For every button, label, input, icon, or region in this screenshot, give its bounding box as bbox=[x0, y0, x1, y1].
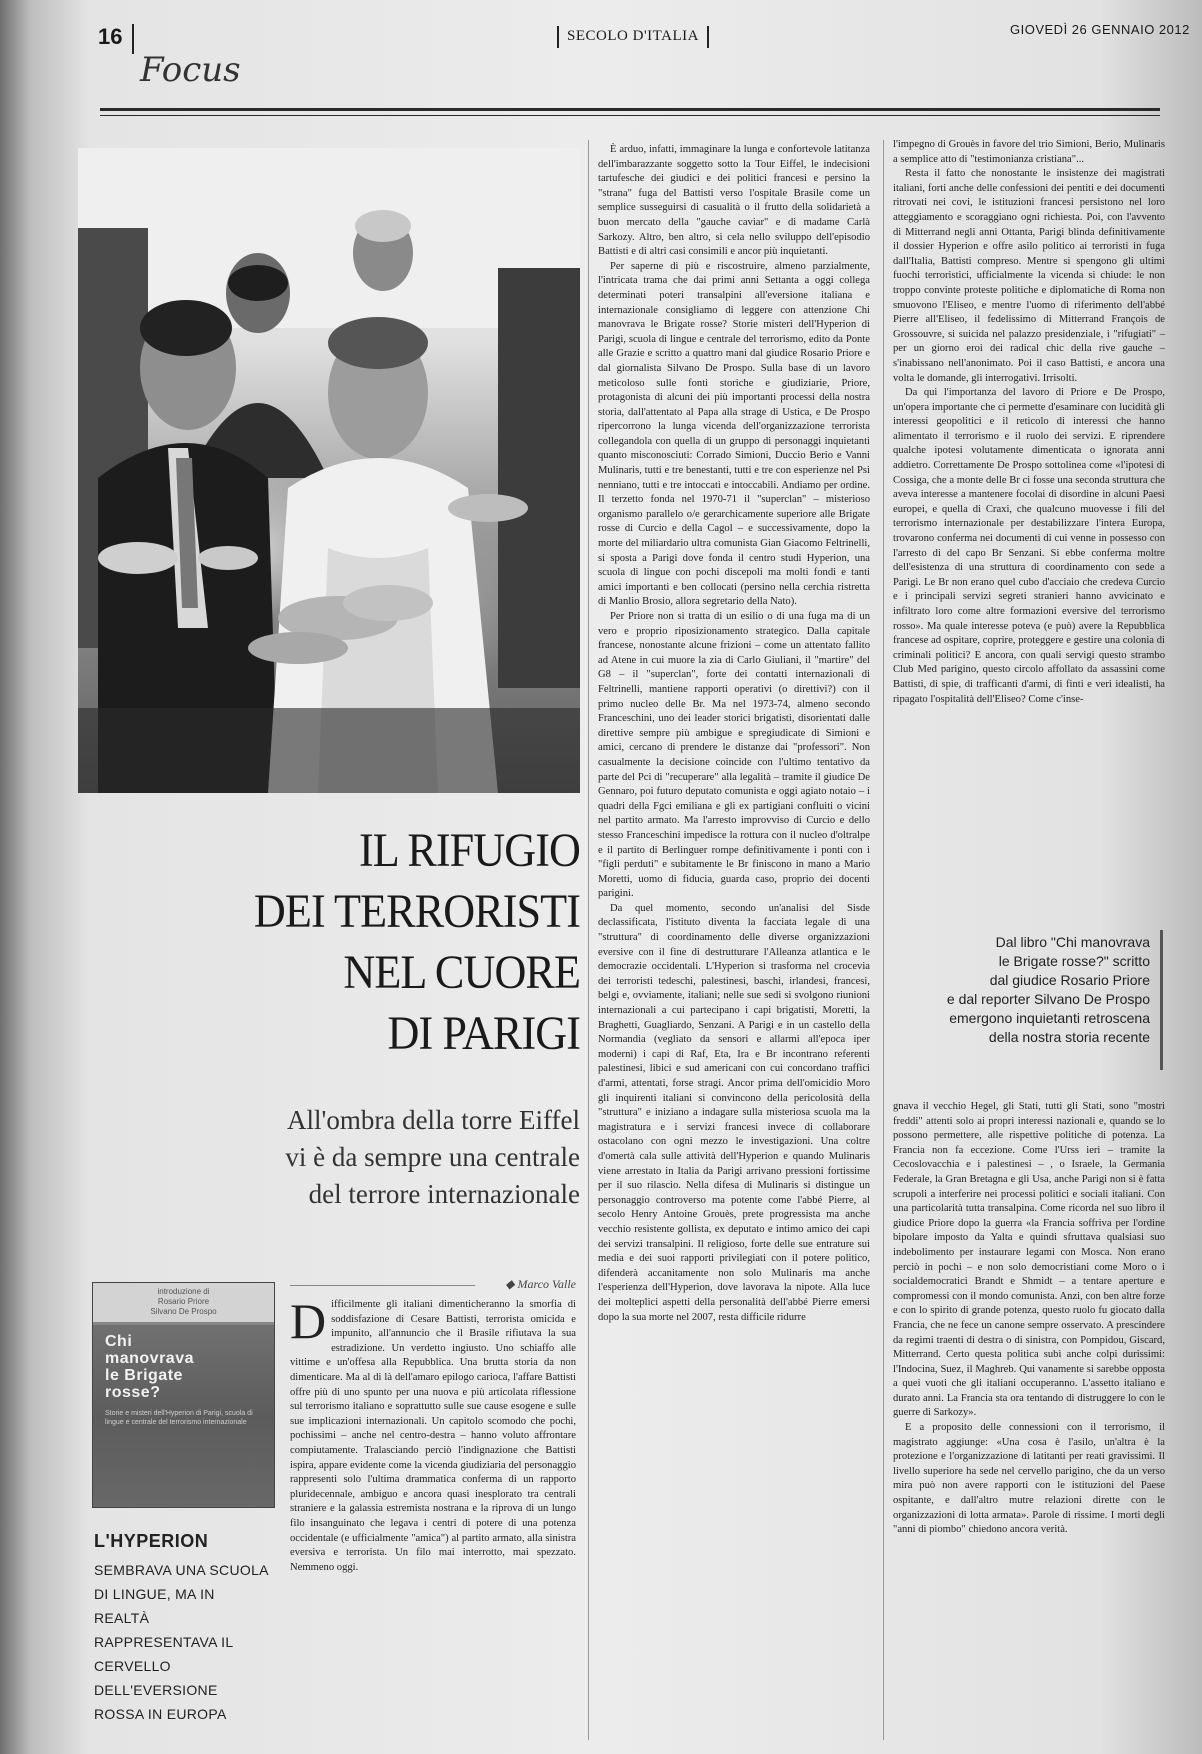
sidebar-text bbox=[94, 1558, 274, 1726]
headline-line: DI PARIGI bbox=[387, 1007, 580, 1060]
drop-cap: D bbox=[290, 1298, 327, 1349]
book-cover-header bbox=[93, 1283, 274, 1325]
header-rule bbox=[100, 108, 1160, 111]
sidebar-title: L'HYPERION bbox=[94, 1531, 209, 1551]
pull-quote-line: Dal libro "Chi manovrava bbox=[995, 934, 1150, 950]
subheadline bbox=[120, 1102, 580, 1213]
sidebar-text-line: SEMBRAVA UNA SCUOLA bbox=[94, 1562, 269, 1578]
sidebar-text-line: RAPPRESENTAVA IL bbox=[94, 1634, 234, 1650]
article-photo bbox=[78, 148, 580, 793]
photo-illustration bbox=[78, 148, 580, 793]
article-paragraph: gnava il vecchio Hegel, gli Stati, tutti gli Stati, sono "mostri freddi" attenti solo ai propri interessi nazionali e, quando se lo possono permettere, alle rispettive politiche di potenza. La Francia non fa eccezione. Come l'Urss ieri – tramite la Cecoslovacchia e i palestinesi – , o Israele, la Germania Federale, la Gran Bretagna e gli Usa, anche Parigi non si è fatta scrupoli a interferire nei processi politici e sociali italiani. Con una particolarità tutta transalpina. Come ricorda nel suo libro il giudice Priore dopo la guerra «la Francia soffriva per l'ordine bipolare imposto da Yalta e quindi sfruttava qualsiasi suo indebolimento per instaurare legami con Mosca. Non erano perciò in pochi – e non solo democristiani come Moro o i socialdemocratici Brandt e Shmidt – a tentare aperture e compromessi con il mondo comunista. Anzi, con ben altre forze e con lo spirito di grande potenza, questo ruolo fu giocato dalla Francia, che ne fece un canone sempre osservato. A prescindere da regimi traenti di destra o di sinistra, con Pompidou, Giscard, Mitterrand. Certo questa politica subì anche colpi durissimi: l'Indocina, Suez, il Maghreb. Qui vanamente si sarebbe opposta a quei vuoti che gli italiani occuperanno. L'assetto italiano e durato anni. La Francia sta ora tentando di distruggere lo con le guerre di Sarkozy». bbox=[893, 1101, 1165, 1419]
book-title-line: manovrava bbox=[105, 1350, 194, 1367]
issue-date: GIOVEDÌ 26 GENNAIO 2012 bbox=[1010, 22, 1190, 37]
article-paragraph bbox=[290, 1298, 576, 1575]
article-paragraph: È arduo, infatti, immaginare la lunga e confortevole latitanza dell'imbarazzante soggetto sotto la Tour Eiffel, le indecisioni tartufesche dei giudici e dei politici francesi e persino la "strana" fuga del Battisti verso l'ospitale Brasile come un semplice susseguirsi di casualità o il frutto della solidarietà a buon mercato della "gauche caviar" e di madame Carlà Sarkozy. Altro, ben altro, si cela nello sviluppo dell'episodio Battisti e di altri casi consimili e ancor più inquietanti. bbox=[598, 144, 870, 258]
page-number: 16 bbox=[98, 24, 134, 54]
article-column-3-bottom bbox=[893, 1100, 1165, 1730]
pull-quote-line: dal giudice Rosario Priore bbox=[989, 972, 1150, 988]
article-paragraph: Da quel momento, secondo un'analisi del Sisde declassificata, l'istituto diventa la facciata legale di una "struttura" di coordinamento delle diverse organizzazioni eversive con il fine di destrutturare l'Alleanza atlantica e le democrazie occidentali. L'Hyperion si trasforma nel crocevia dei terroristi tedeschi, palestinesi, baschi, irlandesi, francesi, belgi e, ovviamente, italiani; nelle sue sedi si svolgono riunioni internazionali a cui partecipano i capi brigatisti, Moretti, la Braghetti, Guagliardo, Senzani. A Parigi e in un castello della Normandia (vegliato da sensori e allarmi all'epoca iper moderni) i capi di Raf, Eta, Ira e Br incontrano referenti palestinesi, libici e sud americani con cui concordano traffici d'armi, attentati, forse stragi. Ancor prima dell'omicidio Moro gli inquirenti italiani si convincono della pericolosità della "struttura" e iniziano a indagare sulla misteriosa scuola ma la magistratura e i servizi francesi invece di collaborare ostacolano con ogni mezzo le investigazioni. Una coltre d'omertà cala sulle attività dell'Hyperion e quando Mulinaris viene arrestato in Italia da Parigi arrivano pressioni fortissime per il suo rilascio. Nella difesa di Mulinaris si distingue un personaggio controverso ma potente come l'abbé Pierre, al secolo Henry Antoine Grouès, prete progressista ma anche vecchio resistente gollista, ex deputato e intimo amico dei capi dei servizi transalpini. Il religioso, forte delle sue entrature sui media e dei suoi rapporti privilegiati con il potere politico, difenderà accanitamente non solo Mulinaris ma anche l'esperienza dell'Hyperion, dove lavorava la nipote. Alla luce dei molteplici aspetti della personalità dell'abbé Pierre emersi dopo la sua morte nel 2007, resta difficile ridurre bbox=[598, 902, 870, 1323]
headline-line: IL RIFUGIO bbox=[359, 824, 580, 877]
sidebar-text-line: DI LINGUE, MA IN REALTÀ bbox=[94, 1586, 215, 1626]
byline-rule bbox=[290, 1285, 475, 1286]
paragraph-text: ifficilmente gli italiani dimenticheranno la smorfia di soddisfazione di Cesare Battisti, terrorista omicida e impunito, all'annuncio che il Brasile rifiutava la sua estradizione. Un verdetto ingiusto. Uno schiaffo alle vittime e un'offesa alla Repubblica. Una brutta storia da non dimenticare. Ma al di là dell'amaro epilogo carioca, l'affare Battisti offre più di uno spunto per una nuova e più articolata riflessione sul terrorismo italiano e soprattutto sulle sue cause esogene e sulle sue implicazioni internazionali. Un capitolo scomodo che pochi, pochissimi – anche nel centro-destra – hanno voluto affrontare compiutamente. Tralasciando perciò l'indignazione che Battisti ispira, appare evidente come la vicenda giudiziaria del personaggio rappresenti solo l'ultima drammatica conferma di un rapporto pluridecennale, ambiguo e ancora quasi inesplorato tra centrali straniere e la galassia estremista nostrana e la riprova di un lungo filo insanguinato che legava i centri di potere di una potenza occidentale (e ufficialmente "amica") al partito armato, alla sinistra eversiva e terrorista. Un filo mai interrotto, mai spezzato. Nemmeno oggi. bbox=[290, 1299, 576, 1573]
book-title-line: rosse? bbox=[105, 1384, 161, 1401]
book-cover-title bbox=[93, 1325, 274, 1409]
article-column-3-top bbox=[893, 138, 1165, 910]
book-title-line: Chi bbox=[105, 1333, 133, 1350]
header-rule-thin bbox=[100, 115, 1160, 116]
pull-quote-line: e dal reporter Silvano De Prospo bbox=[946, 991, 1150, 1007]
headline bbox=[175, 820, 580, 1064]
column-divider bbox=[883, 140, 884, 1740]
article-paragraph: Da qui l'importanza del lavoro di Priore e De Prospo, un'opera importante che ci permette d'esaminare con lucidità gli interessi geopolitici e il reticolo di interessi che hanno alimentato il terrorismo e il ruolo dei servizi. E riprendere qualche ipotesi volutamente dimenticata o ignorata anni addietro. Correttamente De Prospo sottolinea come «l'ipotesi di Cossiga, che a monte delle Br ci fosse una seconda struttura che aveva interesse a mantenere focolai di disordine in alcuni Paesi europei, e quella di Craxi, che qualcuno muovesse i fili del terrorismo internazionale per destabilizzare l'intera Europa, trovarono conferma nei documenti di cui venne in possesso con l'arresto di del capo Br Senzani. Si ebbe conferma moltre dell'esistenza di una struttura di coordinamento con sede a Parigi. Le Br non erano quel cubo d'acciaio che credeva Curcio e i principali servizi segreti stranieri hanno avvicinato e infiltrato loro come altre formazioni eversive del terrorismo rosso». Ma quale interesse poteva (e può) avere la Repubblica francese ad ospitare, coprire, proteggere e gestire una colonia di criminali politici? E ancora, con quali servigi questo strambo Club Med parigino, questo circolo affollato da assassini come Battisti, di spie, di trafficanti d'armi, di finti e veri idealisti, ha ripagato l'ospitalità dell'Eliseo? Come c'inse- bbox=[893, 387, 1165, 705]
article-paragraph: Resta il fatto che nonostante le insistenze dei magistrati italiani, forti anche delle confessioni dei pentiti e dei documenti ritrovati nei covi, le istituzioni francesi persistono nel loro atteggiamento e scoraggiano ogni richiesta. Poi, con l'avvento di Mitterrand negli anni Ottanta, Parigi blinda definitivamente il dossier Hyperion e offre asilo politico ai terroristi in fuga dall'Italia, Battisti compreso. Mentre si spengono gli ultimi fuochi terroristici, ufficialmente la vicenda si chiude: le non troppo convinte proteste politiche e diplomatiche di Roma non smuovono l'Eliseo, e mentre l'uomo di riferimento dell'abbé Pierre all'Eliseo, il fedelissimo di Mitterrand François de Grossouvre, si suicida nel palazzo presidenziale, i "rifugiati" – per un giorno eroi dei radical chic della rive gauche – s'inabissano nell'anonimato. Poi il caso Battisti, e ancora una volta le domande, gli interrogativi. Irrisolti. bbox=[893, 168, 1165, 384]
book-cover bbox=[92, 1282, 275, 1508]
headline-line: NEL CUORE bbox=[343, 946, 580, 999]
article-paragraph: Per saperne di più e riscostruire, almeno parzialmente, l'intricata trama che dai primi anni Settanta a oggi collega determinati poteri transalpini all'eversione italiana e internazionale consigliamo di leggere con attenzione Chi manovrava le Brigate rosse? Storie misteri dell'Hyperion di Parigi, scuola di lingue e centrale del terrorismo, edito da Ponte alle Grazie e scritto a quattro mani dal giudice Rosario Priore e dal giornalista Silvano De Prospo. Sulla base di un lavoro meticoloso sulle fonti storiche e giudiziarie, Priore, protagonista di alcuni dei più importanti processi della nostra storia, dall'attentato al Papa alla strage di Ustica, e De Prospo ripercorrono la lunga vicenda dell'organizzazione terrorista collegandola con quella di un gruppo di personaggi inquietanti quanto misconosciuti: Corrado Simioni, Duccio Berio e Vanni Mulinaris, tutti e tre benestanti, tutti e tre con esperienze nel Psi nenniano, tutti e tre intoccati e intoccabili. Andiamo per ordine. Il terzetto fonda nel 1970-71 il "superclan" – misterioso organismo parallelo o/e gerarchicamente superiore alle Brigate rosse di Curcio e della Cagol – e successivamente, dopo la morte del miliardario ultra comunista Gian Giacomo Feltrinelli, si sposta a Parigi dove fonda il centro studi Hyperion, una scuola di lingue con pochi discepoli ma molti fondi e tanti amici importanti e ben collocati (persino nella cerchia ristretta di Manlio Brosio, allora segretario della Nato). bbox=[598, 260, 870, 608]
masthead: SECOLO D'ITALIA bbox=[557, 26, 709, 48]
subhead-line: vi è da sempre una centrale bbox=[285, 1142, 580, 1172]
article-paragraph: E a proposito delle connessioni con il terrorismo, il magistrato aggiunge: «Una cosa è l'asilo, un'altra è la protezione e l'organizzazione di latitanti per reati gravissimi. Il livello superiore ha sede nel cervello parigino, che da un verso mira può non avere rapporti con le istituzioni del Paese ospitante, e dall'altro mutre relazioni dirette con le organizzazioni di lotta armata». Parole di rissime. I morti degli "anni di piombo" chiedono ancora verità. bbox=[893, 1422, 1165, 1536]
article-paragraph: Per Priore non si tratta di un esilio o di una fuga ma di un vero e proprio riposizionamento strategico. Dalla capitale francese, nonostante alcune frizioni – come un attentato fallito ad Atene in cui muore la zia di Carlo Giuliani, il "martire" del G8 – il "superclan", forte dei contatti internazionali di Feltrinelli, mantiene rapporti operativi (o direttivi?) con il primo nucleo delle Br. Ma nel 1973-74, almeno secondo Franceschini, uno dei leader storici brigatisti, disorientati dalle direttive sempre più ambigue e spregiudicate di Simioni e amici, cercano di prendere le distanze dai "professori". Non casualmente la decisione coincide con l'ultimo tentativo da parte del Pci di "recuperare" alla legalità – tramite il giudice De Gennaro, poi futuro deputato comunista e oggi agiato notaio – i quadri della Fgci emiliana e gli ex partigiani confluiti o vicini nel partito armato. Ma l'arresto improvviso di Curcio e dello stesso Franceschini impedisce la rottura con il nucleo d'oltralpe e il partito di Berlinguer rompe definitivamente i ponti con i "figli perduti" e subitamente le Br finiscono in mano a Mario Moretti, uomo di fiducia, guarda caso, proprio dei docenti parigini. bbox=[598, 611, 870, 900]
section-title: Focus bbox=[140, 50, 241, 90]
pull-quote-line: le Brigate rosse?" scritto bbox=[998, 953, 1150, 969]
subhead-line: All'ombra della torre Eiffel bbox=[286, 1105, 580, 1135]
headline-line: DEI TERRORISTI bbox=[253, 885, 580, 938]
author-name: Marco Valle bbox=[517, 1277, 576, 1291]
article-column-2 bbox=[598, 143, 870, 1733]
article-paragraph: l'impegno di Grouès in favore del trio Simioni, Berio, Mulinaris a semplice atto di "testimonianza cristiana"... bbox=[893, 139, 1165, 165]
sidebar-text-line: CERVELLO DELL'EVERSIONE bbox=[94, 1658, 218, 1698]
column-divider bbox=[588, 140, 589, 1740]
pull-quote-line: della nostra storia recente bbox=[988, 1029, 1150, 1045]
book-title-line: le Brigate bbox=[105, 1367, 183, 1384]
subhead-line: del terrore internazionale bbox=[308, 1179, 580, 1209]
book-cover-author: Rosario Priore bbox=[157, 1297, 210, 1306]
pull-quote-line: emergono inquietanti retroscena bbox=[949, 1010, 1150, 1026]
sidebar-text-line: ROSSA IN EUROPA bbox=[94, 1706, 227, 1722]
book-cover-description: Storie e misteri dell'Hyperion di Parigi, scuola di lingue e centrale del terrorismo internazionale bbox=[105, 1410, 253, 1426]
book-cover-credit: introduzione di bbox=[157, 1287, 210, 1296]
pull-quote bbox=[880, 933, 1150, 1047]
article-column-1 bbox=[290, 1298, 576, 1728]
book-cover-author: Silvano De Prospo bbox=[150, 1307, 217, 1316]
byline: ◆ Marco Valle bbox=[505, 1277, 576, 1291]
pull-quote-rule bbox=[1160, 930, 1163, 1070]
